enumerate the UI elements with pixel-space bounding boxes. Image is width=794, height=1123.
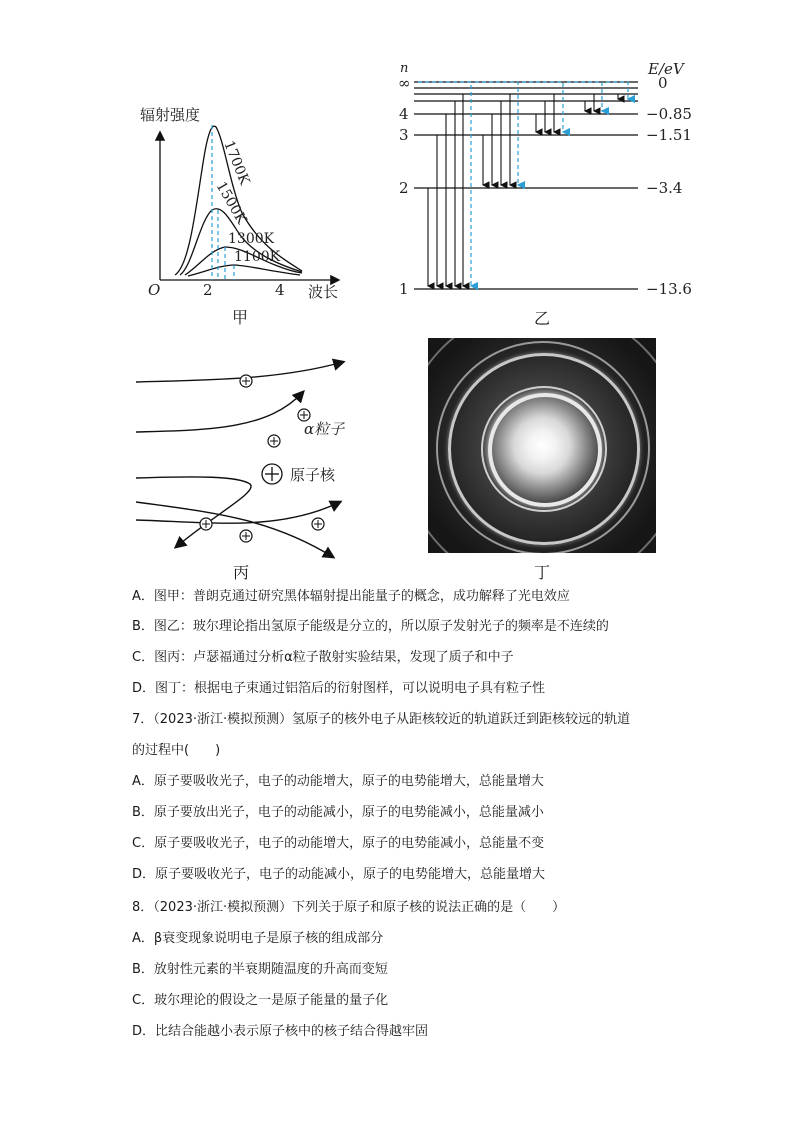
caption-yi: 乙: [534, 309, 551, 328]
n-2: 2: [399, 179, 409, 197]
transition-arrow-limit: [475, 82, 518, 185]
alpha-label: α粒子: [304, 420, 345, 438]
alpha-particle: [200, 518, 212, 530]
curve-1100k: [188, 265, 300, 276]
q8-option-b: B．放射性元素的半衰期随温度的升高而变短: [132, 962, 388, 977]
q7-option-c: C．原子要吸收光子，电子的动能增大，原子的电势能减小，总能量不变: [132, 836, 545, 851]
n-4: 4: [399, 105, 409, 123]
caption-bing: 丙: [233, 563, 250, 582]
caption-ding: 丁: [534, 563, 551, 582]
q7-stem-line2: 的过程中( ): [132, 743, 221, 758]
e-2: −3.4: [646, 179, 683, 197]
n-header: n: [400, 61, 409, 76]
label-1500k: 1500K: [212, 179, 250, 227]
x-tick-2: 2: [203, 281, 213, 299]
diffraction-ring: [428, 338, 656, 553]
q8-option-a: A．β衰变现象说明电子是原子核的组成部分: [132, 931, 384, 946]
q7-option-a: A．原子要吸收光子，电子的动能增大，原子的电势能增大，总能量增大: [132, 774, 544, 789]
figure-blackbody: [130, 95, 350, 330]
figure-energy-levels: [390, 58, 710, 306]
q7-option-b: B．原子要放出光子，电子的动能减小，原子的电势能减小，总能量减小: [132, 805, 544, 820]
alpha-particle: [240, 530, 252, 542]
e-inf: 0: [658, 74, 668, 92]
q6-option-a: A．图甲：普朗克通过研究黑体辐射提出能量子的概念，成功解释了光电效应: [132, 589, 570, 604]
origin-label: O: [148, 281, 161, 299]
e-header: E/eV: [648, 60, 684, 78]
label-1300k: 1300K: [228, 231, 275, 247]
alpha-trajectory: [136, 502, 340, 523]
alpha-trajectory: [136, 392, 303, 432]
label-1700k: 1700K: [220, 138, 253, 188]
e-4: −0.85: [646, 105, 692, 123]
alpha-trajectory: [136, 362, 343, 382]
figure-electron-diffraction: [428, 338, 656, 553]
q6-option-c: C．图丙：卢瑟福通过分析α粒子散射实验结果，发现了质子和中子: [132, 650, 514, 665]
y-axis-label: 辐射强度: [140, 106, 201, 124]
q8-option-d: D．比结合能越小表示原子核中的核子结合得越牢固: [132, 1024, 429, 1039]
q8-stem: 8．（2023·浙江·模拟预测）下列关于原子和原子核的说法正确的是（ ）: [132, 900, 566, 915]
figure-alpha-scattering: [128, 352, 378, 564]
alpha-particle: [268, 435, 280, 447]
transition-arrow-limit: [522, 82, 563, 132]
alpha-particle: [240, 375, 252, 387]
label-1100k: 1100K: [234, 249, 281, 265]
q6-option-d: D．图丁：根据电子束通过铝箔后的衍射图样，可以说明电子具有粒子性: [132, 681, 546, 696]
q6-option-b: B．图乙：玻尔理论指出氢原子能级是分立的，所以原子发射光子的频率是不连续的: [132, 619, 609, 634]
atomic-nucleus: [262, 464, 282, 484]
q8-option-c: C．玻尔理论的假设之一是原子能量的量子化: [132, 993, 389, 1008]
nucleus-label: 原子核: [290, 466, 336, 484]
n-inf: ∞: [398, 74, 411, 92]
n-3: 3: [399, 126, 409, 144]
e-3: −1.51: [646, 126, 692, 144]
transition-arrow-limit: [606, 82, 628, 99]
q7-option-d: D．原子要吸收光子，电子的动能减小，原子的电势能增大，总能量增大: [132, 867, 546, 882]
alpha-particle: [312, 518, 324, 530]
alpha-trajectory: [136, 502, 333, 557]
x-axis-label: 波长: [308, 283, 339, 301]
alpha-trajectory: [136, 477, 251, 547]
caption-jia: 甲: [232, 308, 249, 327]
x-tick-4: 4: [275, 281, 285, 299]
n-1: 1: [399, 280, 409, 298]
q7-stem-line1: 7．（2023·浙江·模拟预测）氢原子的核外电子从距核较近的轨道跃迁到距核较远的轨道: [132, 712, 631, 727]
e-1: −13.6: [646, 280, 692, 298]
